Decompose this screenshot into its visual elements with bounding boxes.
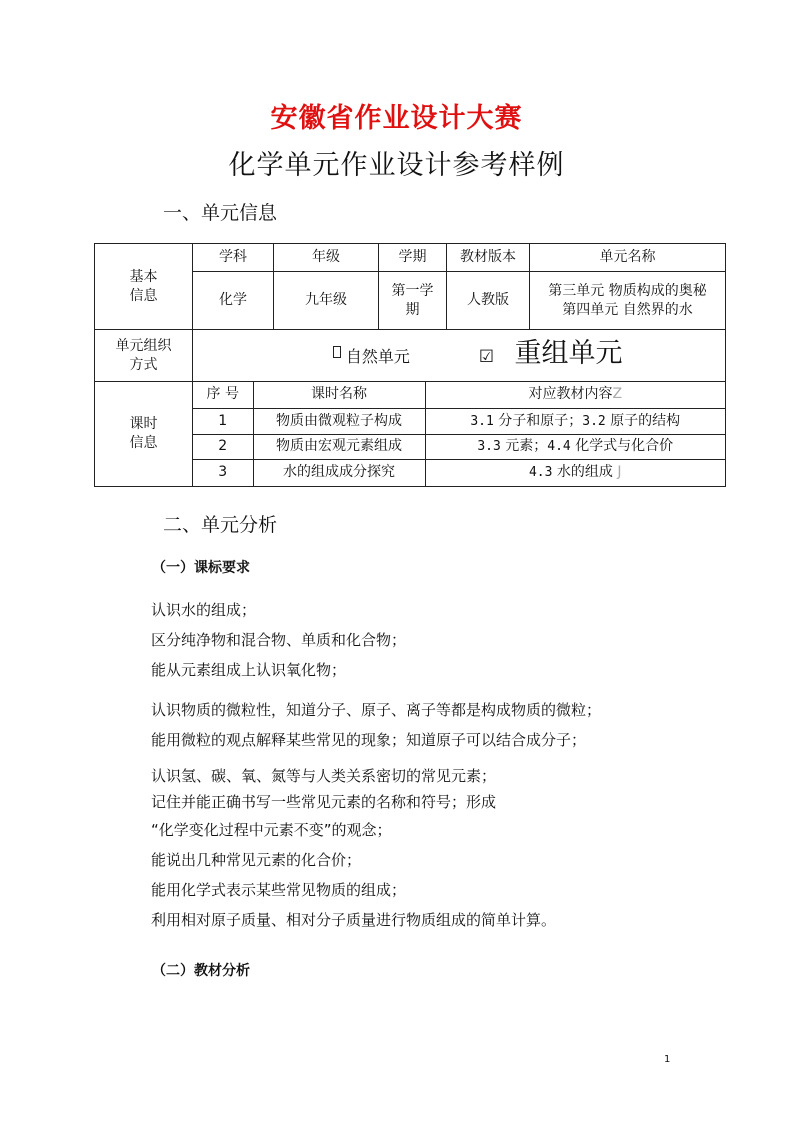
- lesson-content: 3.3 元素；4.4 化学式与化合价: [425, 434, 725, 459]
- lesson-name: 物质由宏观元素组成: [253, 434, 425, 459]
- lesson-name: 水的组成成分探究: [253, 459, 425, 486]
- lesson-name: 物质由微观粒子构成: [253, 408, 425, 434]
- requirement-line: 能用化学式表示某些常见物质的组成；: [151, 881, 407, 899]
- header-edition: 教材版本: [447, 244, 530, 272]
- section-unit-analysis-heading: 二、单元分析: [163, 514, 278, 536]
- header-unit-name: 单元名称: [530, 244, 726, 272]
- lesson-info-label: 课时信息: [95, 382, 193, 487]
- requirement-line: 认识水的组成；: [151, 601, 257, 619]
- lesson-header-index: 序 号: [193, 382, 253, 408]
- header-grade: 年级: [274, 244, 379, 272]
- requirement-line: 认识物质的微粒性，知道分子、原子、离子等都是构成物质的微粒；: [151, 701, 602, 719]
- requirement-line: 能用微粒的观点解释某些常见的现象；知道原子可以结合成分子；: [151, 731, 587, 749]
- lesson-index: 3: [193, 459, 253, 486]
- unit-name-line-1: 第三单元 物质构成的奥秘: [548, 282, 707, 299]
- lesson-table-cell: [193, 382, 726, 487]
- lesson-row: [193, 408, 725, 434]
- unit-name-line-2: 第四单元 自然界的水: [562, 301, 693, 318]
- page-title: 安徽省作业设计大赛: [270, 103, 523, 134]
- lesson-table: [193, 382, 725, 486]
- value-term: 第一学期: [379, 272, 447, 330]
- header-subject: 学科: [193, 244, 274, 272]
- natural-unit-option: 自然单元: [345, 346, 410, 366]
- curriculum-requirements-heading: （一）课标要求: [152, 560, 250, 576]
- regroup-unit-option: 重组单元: [514, 337, 623, 369]
- lesson-row: [193, 459, 725, 486]
- header-term: 学期: [379, 244, 447, 272]
- lesson-content: 4.3 水的组成 J: [528, 464, 622, 481]
- requirement-line: 利用相对原子质量、相对分子质量进行物质组成的简单计算。: [151, 911, 557, 929]
- lesson-index: 2: [193, 434, 253, 459]
- regroup-unit-checkbox-icon[interactable]: ☑: [478, 346, 495, 367]
- lesson-header-name: 课时名称: [253, 382, 425, 408]
- lesson-index: 1: [193, 408, 253, 434]
- lesson-content: 3.1 分子和原子；3.2 原子的结构: [425, 408, 725, 434]
- requirement-line: “化学变化过程中元素不变”的观念；: [151, 821, 392, 839]
- natural-unit-checkbox[interactable]: [333, 346, 341, 358]
- value-edition: 人教版: [447, 272, 530, 330]
- unit-info-table: [94, 243, 726, 487]
- curriculum-requirements-list: [151, 595, 711, 935]
- requirement-line: 记住并能正确书写一些常见元素的名称和符号；形成: [151, 793, 497, 811]
- organization-label: 单元组织方式: [95, 330, 193, 382]
- page-number: 1: [664, 1054, 671, 1065]
- requirement-line: 能从元素组成上认识氧化物；: [151, 661, 347, 679]
- basic-info-label: 基本信息: [95, 244, 193, 330]
- value-grade: 九年级: [274, 272, 379, 330]
- value-subject: 化学: [193, 272, 274, 330]
- section-unit-info-heading: 一、单元信息: [163, 202, 278, 224]
- organization-options: [193, 330, 726, 382]
- lesson-row: [193, 434, 725, 459]
- requirement-line: 认识氢、碳、氧、氮等与人类关系密切的常见元素；: [151, 767, 497, 785]
- page-subtitle: 化学单元作业设计参考样例: [228, 150, 565, 181]
- requirement-line: 区分纯净物和混合物、单质和化合物；: [151, 631, 407, 649]
- lesson-header-content: 对应教材内容Z: [425, 382, 725, 408]
- textbook-analysis-heading: （二）教材分析: [152, 963, 250, 979]
- value-unit-name: [530, 272, 726, 330]
- requirement-line: 能说出几种常见元素的化合价；: [151, 851, 362, 869]
